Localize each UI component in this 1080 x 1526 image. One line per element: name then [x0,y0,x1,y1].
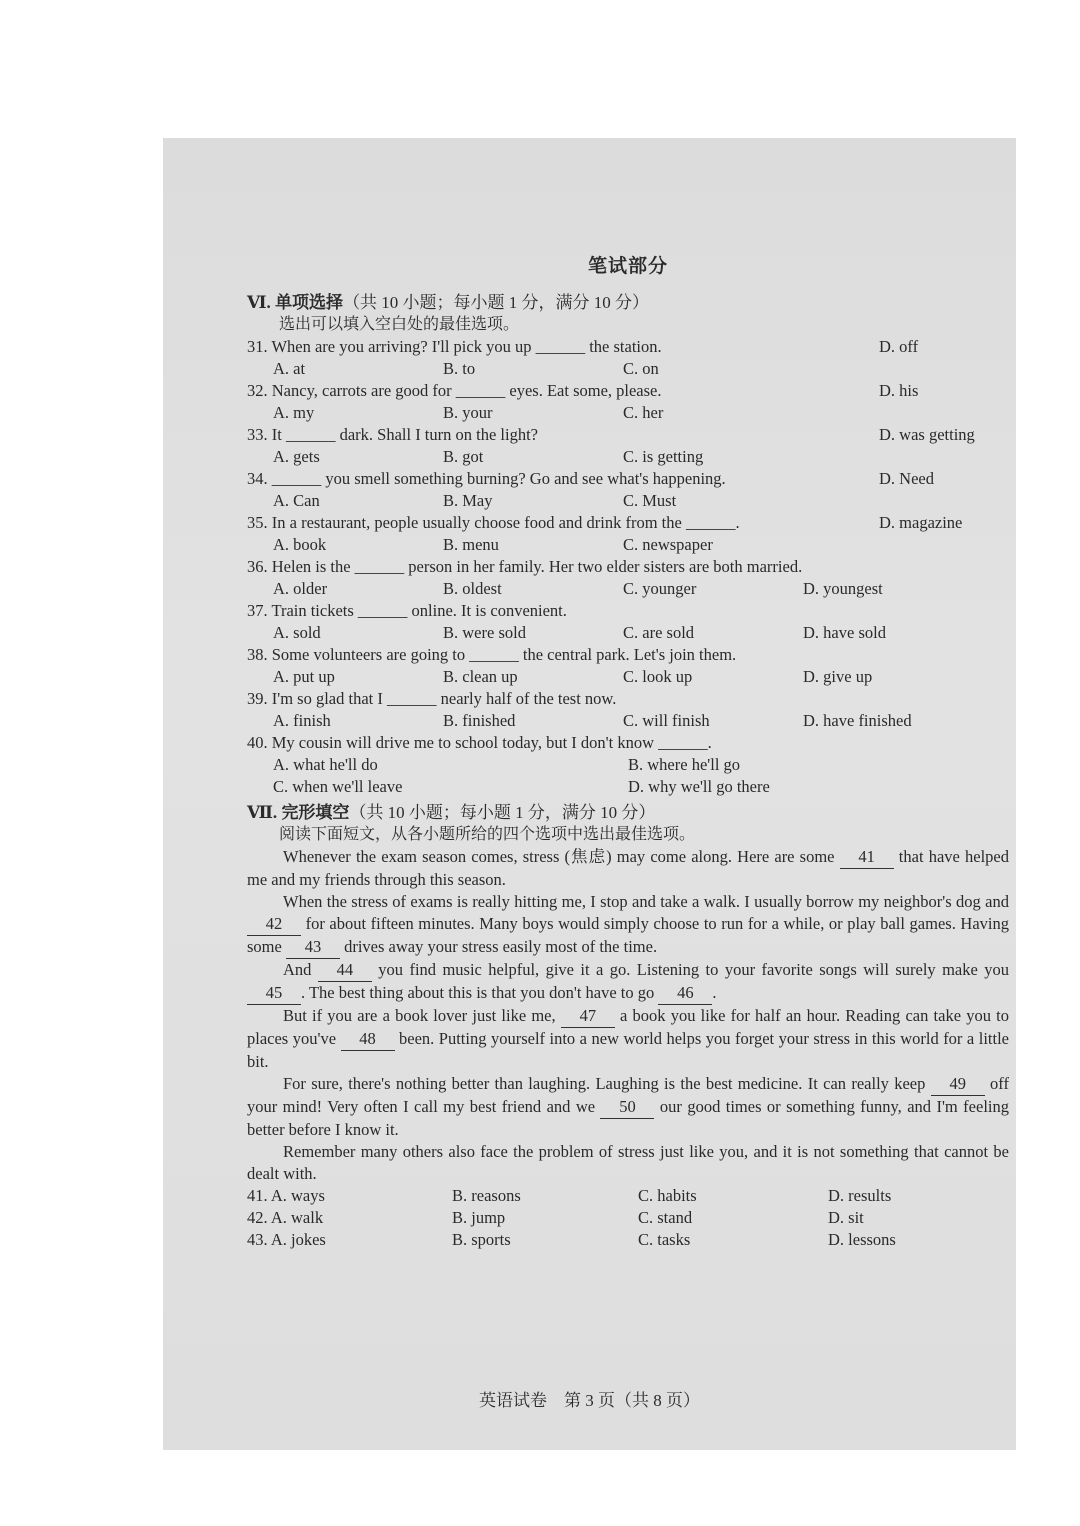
option-a: A. at [273,359,306,378]
option-b: B. oldest [443,579,502,598]
option-c: C. Must [623,491,677,510]
question-stem: 38. Some volunteers are going to ______ the central park. Let's join them. [247,645,737,664]
option-b: B. May [443,491,493,510]
option-b: B. got [443,447,484,466]
option-c: C. when we'll leave [273,777,403,796]
option-b: B. to [443,359,476,378]
cloze-paragraph-3 [247,959,1009,1005]
exam-page [163,138,1016,1450]
paragraph-text: our good times or something funny, and I'm feeling better before I know it. [247,1097,1009,1139]
cloze-choice-41 [247,1185,1009,1207]
paragraph-text: When the stress of exams is really hitting me, I stop and take a walk. I usually borrow my neighbor's dog and [283,892,1009,911]
question-31 [247,336,1009,380]
option-a: 41. A. ways [247,1186,325,1205]
page-footer: 英语试卷 第 3 页（共 8 页） [479,1391,700,1410]
option-b: B. reasons [452,1186,521,1205]
option-d: D. have finished [803,711,912,730]
option-c: C. stand [638,1208,693,1227]
blank-45: 45 [247,982,301,1005]
blank-43: 43 [286,936,340,959]
option-c: C. tasks [638,1230,691,1249]
section-6-instruction: 选出可以填入空白处的最佳选项。 [279,316,520,333]
option-a: A. sold [273,623,321,642]
option-a: A. older [273,579,328,598]
option-b: B. where he'll go [628,755,741,774]
paragraph-text: off your mind! Very often I call my best friend and we [247,1074,1009,1116]
option-c: C. look up [623,667,693,686]
option-c: C. newspaper [623,535,713,554]
question-stem: 35. In a restaurant, people usually choose food and drink from the ______. [247,513,740,532]
option-d: D. lessons [828,1230,896,1249]
paragraph-text: But if you are a book lover just like me, [283,1006,561,1025]
question-stem: 34. ______ you smell something burning? Go and see what's happening. [247,469,726,488]
option-a: 43. A. jokes [247,1230,326,1249]
paragraph-text: been. Putting yourself into a new world helps you forget your stress in this world for a little bit. [247,1029,1009,1071]
question-38 [247,644,1009,688]
option-d: D. give up [803,667,873,686]
option-b: B. sports [452,1230,511,1249]
paragraph-text: And [283,960,318,979]
option-d: D. results [828,1186,892,1205]
blank-41: 41 [840,846,894,869]
question-stem: 31. When are you arriving? I'll pick you up ______ the station. [247,337,662,356]
paragraph-text: a book you like for half an hour. Reading can take you to places you've [247,1006,1009,1048]
option-a: A. what he'll do [273,755,378,774]
section-6-heading [247,292,1009,314]
option-b: B. clean up [443,667,518,686]
option-a: A. Can [273,491,320,510]
paragraph-text: For sure, there's nothing better than laughing. Laughing is the best medicine. It can really keep [283,1074,931,1093]
option-b: B. menu [443,535,499,554]
section-6-name: 单项选择 [275,293,344,312]
option-b: B. your [443,403,493,422]
cloze-choice-43 [247,1229,1009,1251]
option-c: C. will finish [623,711,710,730]
option-c: C. on [623,359,659,378]
blank-48: 48 [341,1028,395,1051]
question-stem: 33. It ______ dark. Shall I turn on the light? [247,425,538,444]
section-7-heading [247,802,1009,824]
question-stem: 39. I'm so glad that I ______ nearly half of the test now. [247,689,617,708]
cloze-paragraph-2 [247,891,1009,959]
option-a: 42. A. walk [247,1208,324,1227]
question-35 [247,512,1009,556]
question-33 [247,424,1009,468]
question-stem: 36. Helen is the ______ person in her family. Her two elder sisters are both married. [247,557,803,576]
page-content [247,256,1009,1251]
question-stem: 32. Nancy, carrots are good for ______ eyes. Eat some, please. [247,381,662,400]
section-6-score: （共 10 小题；每小题 1 分，满分 10 分） [343,293,650,312]
option-d: D. youngest [803,579,883,598]
option-b: B. jump [452,1208,506,1227]
option-a: A. my [273,403,315,422]
paragraph-text: drives away your stress easily most of the time. [339,937,658,956]
option-a: A. finish [273,711,331,730]
cloze-paragraph-6: Remember many others also face the problem of stress just like you, and it is not something that cannot be dealt with. [247,1142,1009,1183]
blank-44: 44 [318,959,372,982]
option-d: D. his [879,381,919,400]
option-c: C. her [623,403,664,422]
question-stem: 37. Train tickets ______ online. It is convenient. [247,601,567,620]
blank-49: 49 [931,1073,985,1096]
option-d: D. magazine [879,513,963,532]
option-d: D. have sold [803,623,886,642]
paragraph-text: that have helped me and my friends through this season. [247,847,1009,889]
page-title: 笔试部分 [587,256,668,277]
blank-50: 50 [600,1096,654,1119]
option-d: D. off [879,337,919,356]
option-a: A. gets [273,447,320,466]
option-d: D. why we'll go there [628,777,770,796]
paragraph-text: for about fifteen minutes. Many boys would simply choose to run for a while, or play ball games. Having some [247,914,1009,956]
paragraph-text: . [712,983,717,1002]
cloze-choice-42 [247,1207,1009,1229]
question-37 [247,600,1009,644]
option-c: C. are sold [623,623,695,642]
cloze-paragraph-5 [247,1073,1009,1141]
question-39 [247,688,1009,732]
section-6-number: Ⅵ. [247,293,271,312]
question-40 [247,732,1009,798]
option-c: C. is getting [623,447,704,466]
option-c: C. habits [638,1186,697,1205]
option-c: C. younger [623,579,697,598]
question-stem: 40. My cousin will drive me to school today, but I don't know ______. [247,733,712,752]
question-36 [247,556,1009,600]
cloze-paragraph-1 [247,846,1009,891]
option-d: D. sit [828,1208,864,1227]
option-a: A. book [273,535,327,554]
blank-47: 47 [561,1005,615,1028]
option-b: B. were sold [443,623,526,642]
question-34 [247,468,1009,512]
paragraph-text: . The best thing about this is that you don't have to go [301,983,659,1002]
paragraph-text: you find music helpful, give it a go. Listening to your favorite songs will surely make you [371,960,1009,979]
section-7-number: Ⅶ. [247,803,278,822]
option-a: A. put up [273,667,335,686]
option-d: D. was getting [879,425,975,444]
section-7-name: 完形填空 [281,803,350,822]
option-b: B. finished [443,711,516,730]
section-7-instruction: 阅读下面短文，从各小题所给的四个选项中选出最佳选项。 [279,826,696,843]
paragraph-text: Whenever the exam season comes, stress (焦虑) may come along. Here are some [283,847,840,866]
blank-46: 46 [658,982,712,1005]
section-7-score: （共 10 小题；每小题 1 分，满分 10 分） [349,803,656,822]
cloze-paragraph-4 [247,1005,1009,1073]
question-32 [247,380,1009,424]
blank-42: 42 [247,913,301,936]
option-d: D. Need [879,469,934,488]
